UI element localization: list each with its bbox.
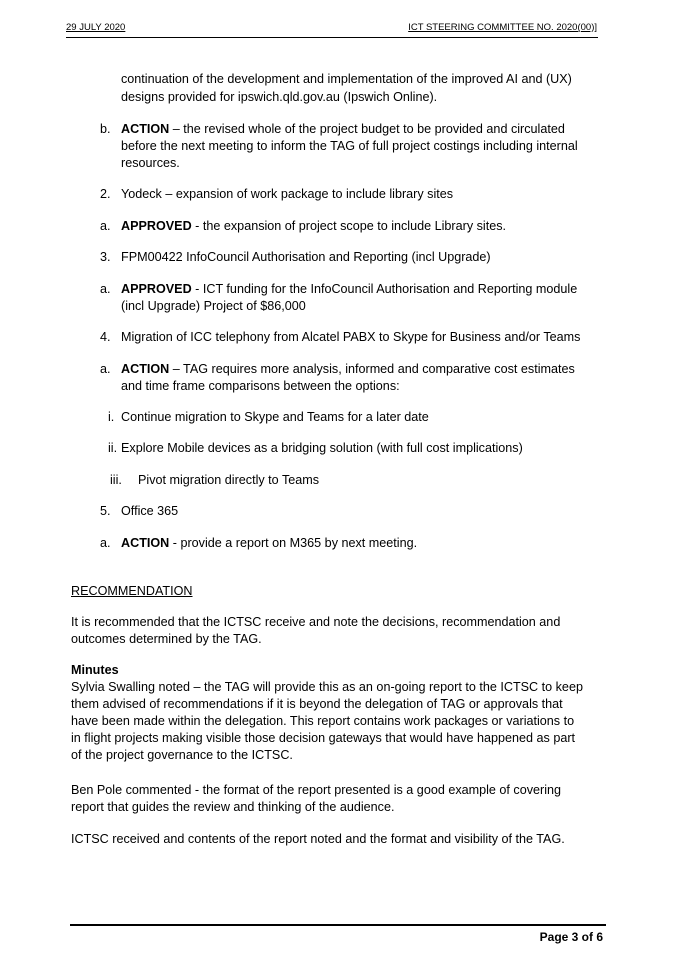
item-5a-marker: a. [100,536,111,550]
item-2a-keyword: APPROVED [121,219,192,233]
item-5-text: Office 365 [121,504,179,518]
minutes-p1-line-3: have been made within the delegation. This report contains work packages or variations to [71,714,575,728]
item-3a-marker: a. [100,282,111,296]
sub-iii-marker: iii. [110,473,122,487]
item-b-line-1 [121,121,565,138]
page-number: Page 3 of 6 [539,930,603,944]
item-5a-keyword: ACTION [121,536,170,550]
continuation-line-1: continuation of the development and implementation of the improved AI and (UX) [121,72,572,86]
sub-iii-text: Pivot migration directly to Teams [138,473,320,487]
minutes-p1-line-5: of the project governance to the ICTSC. [71,748,293,762]
item-3a-line-1 [121,281,577,298]
minutes-p1-line-4: in flight projects making visible those decision gateways that would have happened as part [71,731,576,745]
minutes-p1-line-2: them advised of recommendations if it is beyond the delegation of TAG or approvals that [71,697,563,711]
item-4a-text: – TAG requires more analysis, informed and comparative cost estimates [169,362,575,376]
header-committee: ICT STEERING COMMITTEE NO. 2020(00)] [408,22,597,33]
minutes-p3-line-1: ICTSC received and contents of the report noted and the format and visibility of the TAG. [71,832,565,846]
continuation-line-2: designs provided for ipswich.qld.gov.au (Ipswich Online). [121,90,438,104]
item-3a-line-2: (incl Upgrade) Project of $86,000 [121,299,306,313]
item-4-text: Migration of ICC telephony from Alcatel PABX to Skype for Business and/or Teams [121,330,581,344]
sub-ii-marker: ii. [108,441,118,455]
item-5-marker: 5. [100,504,111,518]
item-4a-line-2: and time frame comparisons between the options: [121,379,400,393]
recommendation-line-1: It is recommended that the ICTSC receive and note the decisions, recommendation and [71,615,561,629]
item-5a-line [121,535,417,552]
item-2a-marker: a. [100,219,111,233]
recommendation-heading: RECOMMENDATION [71,584,193,598]
item-3-text: FPM00422 InfoCouncil Authorisation and Reporting (incl Upgrade) [121,250,491,264]
item-b-text: – the revised whole of the project budget to be provided and circulated [169,122,565,136]
item-3a-keyword: APPROVED [121,282,192,296]
item-b-line-3: resources. [121,156,180,170]
item-4a-keyword: ACTION [121,362,170,376]
sub-i-marker: i. [108,410,115,424]
item-4a-marker: a. [100,362,111,376]
item-5a-text: - provide a report on M365 by next meeting. [169,536,418,550]
minutes-p2-line-1: Ben Pole commented - the format of the report presented is a good example of covering [71,783,562,797]
sub-ii-text: Explore Mobile devices as a bridging solution (with full cost implications) [121,441,523,455]
item-2-marker: 2. [100,187,111,201]
item-3a-text: - ICT funding for the InfoCouncil Authorisation and Reporting module [191,282,578,296]
item-b-line-2: before the next meeting to inform the TAG of full project costings including internal [121,139,578,153]
footer-rule [70,924,606,926]
item-2a-text: - the expansion of project scope to include Library sites. [191,219,507,233]
item-3-marker: 3. [100,250,111,264]
minutes-p2-line-2: report that guides the review and thinking of the audience. [71,800,395,814]
item-4a-line-1 [121,361,575,378]
minutes-heading: Minutes [71,663,119,677]
item-b-keyword: ACTION [121,122,170,136]
item-2-text: Yodeck – expansion of work package to include library sites [121,187,454,201]
item-b-marker: b. [100,122,111,136]
recommendation-line-2: outcomes determined by the TAG. [71,632,262,646]
item-2a-line [121,218,506,235]
header-rule [66,37,598,38]
item-4-marker: 4. [100,330,111,344]
minutes-p1-line-1: Sylvia Swalling noted – the TAG will provide this as an on-going report to the ICTSC to keep [71,680,583,694]
sub-i-text: Continue migration to Skype and Teams for a later date [121,410,429,424]
header-date: 29 JULY 2020 [66,22,126,33]
